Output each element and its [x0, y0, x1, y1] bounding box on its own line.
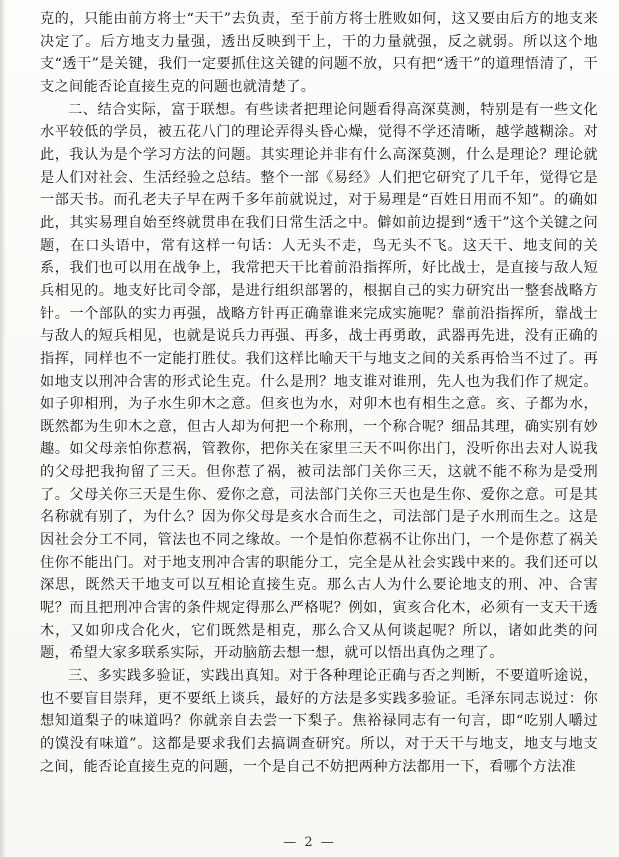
paragraph-section-two: 二、结合实际，富于联想。有些读者把理论问题看得高深莫测，特别是有一些文化水平较低的学员，被五花八门的理论弄得头昏心燥，觉得不学还清晰，越学越糊涂。对此，我认为是个学习方法的问题。其实理论并非有什么高深莫测，什么是理论？理论就是人们对社会、生活经验之总结。整个一部《易经》人们把它研究了几千年，觉得它是一部天书。而孔老夫子早在两千多年前就说过，对于易理是“百姓日用而不知”。的确如此，其实易理自始至终就贯串在我们日常生活之中。僻如前边提到“透干”这个关键之问题，在口头语中，常有这样一句话：人无头不走，鸟无头不飞。这天干、地支间的关系，我们也可以用在战争上，我常把天干比着前沿指挥所，好比战士，是直接与敌人短兵相见的。地支好比司令部，是进行组织部署的，根据自己的实力研究出一整套战略方针。一个部队的实力再强，战略方针再正确靠谁来完成实施呢？靠前沿指挥所，靠战士与敌人的短兵相见，也就是说兵力再强、再多，战士再勇敢，武器再先进，没有正确的指挥，同样也不一定能打胜仗。我们这样比喻天干与地支之间的关系再恰当不过了。再如地支以刑冲合害的形式论生克。什么是刑？地支谁对谁刑，先人也为我们作了规定。如子卯相刑，为子水生卯木之意。但亥也为水，对卯木也有相生之意。亥、子都为水，既然都为生卯木之意，但古人却为何把一个称刑，一个称合呢？细品其理，确实别有妙趣。如父母亲怕你惹祸，管教你，把你关在家里三天不叫你出门，没听你出去对人说我的父母把我拘留了三天。但你惹了祸，被司法部门关你三天，这就不能不称为是受刑了。父母关你三天是生你、爱你之意，司法部门关你三天也是生你、爱你之意。可是其名称就有别了，为什么？因为你父母是亥水合而生之，司法部门是子水刑而生之。这是因社会分工不同，管法也不同之缘故。一个是怕你惹祸不让你出门，一个是你惹了祸关住你不能出门。对于地支刑冲合害的职能分工，完全是从社会实践中来的。我们还可以深思，既然天干地支可以互相论直接生克。那么古人为什么要论地支的刑、冲、合害呢？而且把刑冲合害的条件规定得那么严格呢？例如，寅亥合化木，必须有一支天干透木，又如卯戌合化火，它们既然是相克，那么合又从何谈起呢？所以，诸如此类的问题，希望大家多联系实际，开动脑筋去想一想，就可以悟出真伪之理了。: [40, 101, 598, 662]
page-binding-shadow: [0, 0, 6, 857]
paragraph-continuation: 克的，只能由前方将士“天干”去负责，至于前方将士胜败如何，这又要由后方的地支来决定了。后方地支力量强，透出反映到干上，干的力量就强，反之就弱。所以这个地支“透干”是关键，我们一定要抓住这关键的问题不放，只有把“透干”的道理悟清了，干支之间能否论直接生克的问题也就清楚了。: [40, 11, 598, 95]
body-text: [40, 8, 598, 778]
paragraph-section-three: 三、多实践多验证，实践出真知。对于各种理论正确与否之判断，不要道听途说，也不要盲目崇拜，更不要纸上谈兵，最好的方法是多实践多验证。毛泽东同志说过：你想知道梨子的味道吗？你就亲自去尝一下梨子。焦裕禄同志有一句言，即“吃别人嚼过的馍没有味道”。这都是要求我们去搞调查研究。所以，对于天干与地支，地支与地支之间，能否论直接生克的问题，一个是自己不妨把两种方法都用一下，看哪个方法准: [40, 668, 598, 775]
page-number: — 2 —: [283, 835, 336, 850]
